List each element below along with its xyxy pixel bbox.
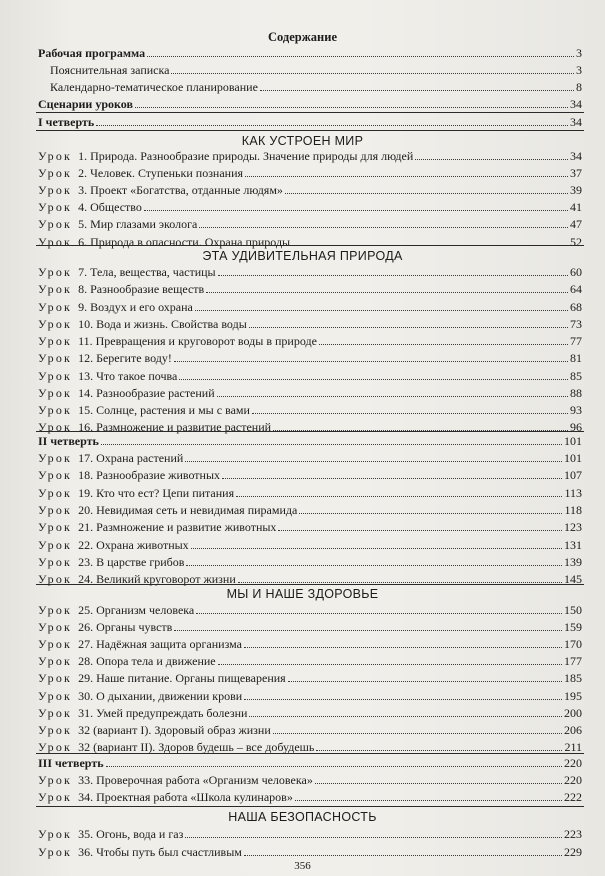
dot-leader xyxy=(319,344,568,345)
entry-page: 222 xyxy=(564,790,582,804)
lesson-entry xyxy=(38,349,582,365)
lesson-entry xyxy=(38,280,582,296)
section-divider xyxy=(36,130,584,131)
entry-page: 96 xyxy=(570,420,582,435)
entry-title: 9. Воздух и его охрана xyxy=(78,299,193,314)
entry-page: 88 xyxy=(570,385,582,400)
lesson-entry xyxy=(38,536,582,552)
dot-leader xyxy=(185,461,562,462)
entry-title: 19. Кто что ест? Цепи питания xyxy=(78,485,235,500)
lesson-entry xyxy=(38,466,582,482)
lesson-prefix: Урок xyxy=(38,554,73,569)
entry-page: 101 xyxy=(564,434,582,448)
lesson-entry xyxy=(38,721,582,737)
dot-leader xyxy=(218,275,568,276)
entry-page: 150 xyxy=(564,603,582,617)
dot-leader xyxy=(236,496,562,497)
entry-page: 223 xyxy=(564,827,582,841)
entry-page: 220 xyxy=(564,773,582,787)
dot-leader xyxy=(96,125,568,126)
lesson-prefix: Урок xyxy=(38,468,73,483)
dot-leader xyxy=(135,107,568,108)
section-divider xyxy=(36,806,584,807)
entry-page: 3 xyxy=(576,63,582,77)
lesson-prefix: Урок xyxy=(38,334,73,348)
lesson-entry xyxy=(38,704,582,720)
lesson-entry xyxy=(38,601,582,617)
page-title: Содержание xyxy=(267,30,337,44)
lesson-prefix: Урок xyxy=(38,183,73,198)
lesson-prefix: Урок xyxy=(38,520,73,535)
lesson-entry xyxy=(38,738,582,754)
entry-page: 39 xyxy=(570,183,582,198)
entry-title: 3. Проект «Богатства, отданные людям» xyxy=(78,183,283,198)
entry-title: Пояснительная записка xyxy=(50,63,170,77)
entry-page: 85 xyxy=(570,368,582,383)
dot-leader xyxy=(191,548,562,549)
lesson-entry xyxy=(38,233,582,249)
lesson-prefix: Урок xyxy=(38,688,73,703)
entry-page: 3 xyxy=(576,46,582,60)
contents-entry xyxy=(38,95,582,111)
dot-leader xyxy=(174,361,568,362)
lesson-prefix: Урок xyxy=(38,200,73,215)
lesson-prefix: Урок xyxy=(38,299,73,314)
dot-leader xyxy=(217,396,568,397)
dot-leader xyxy=(195,310,568,311)
entry-title: 8. Разнообразие веществ xyxy=(78,282,205,297)
entry-title: 36. Чтобы путь был счастливым xyxy=(78,845,242,859)
entry-title: 23. В царстве грибов xyxy=(78,554,185,569)
entry-title: 32 (вариант I). Здоровый образ жизни xyxy=(78,722,271,737)
dot-leader xyxy=(295,800,562,801)
lesson-prefix: Урок xyxy=(38,671,73,686)
entry-page: 77 xyxy=(570,334,582,348)
dot-leader xyxy=(238,582,562,583)
dot-leader xyxy=(260,90,574,91)
entry-page: 113 xyxy=(564,485,582,500)
entry-title: 13. Что такое почва xyxy=(78,368,178,383)
entry-page: 52 xyxy=(570,234,582,249)
dot-leader xyxy=(244,699,562,700)
dot-leader xyxy=(106,766,562,767)
dot-leader xyxy=(252,413,568,414)
section-divider xyxy=(36,584,584,585)
lesson-entry xyxy=(38,618,582,634)
dot-leader xyxy=(101,444,562,445)
entry-title: 28. Опора тела и движение xyxy=(78,654,216,669)
entry-title: 20. Невидимая сеть и невидимая пирамида xyxy=(78,502,298,517)
lesson-entry xyxy=(38,147,582,163)
entry-page: 107 xyxy=(564,468,582,483)
lesson-entry xyxy=(38,181,582,197)
entry-page: 200 xyxy=(564,705,582,720)
entry-page: 139 xyxy=(564,554,582,569)
dot-leader xyxy=(218,664,562,665)
entry-title: 26. Органы чувств xyxy=(78,620,173,635)
entry-page: 185 xyxy=(564,671,582,686)
entry-title: 24. Великий круговорот жизни xyxy=(78,572,236,587)
lesson-prefix: Урок xyxy=(38,773,73,787)
entry-page: 229 xyxy=(564,845,582,859)
entry-page: 118 xyxy=(564,502,582,517)
dot-leader xyxy=(415,159,568,160)
lesson-prefix: Урок xyxy=(38,265,73,279)
entry-page: 206 xyxy=(564,722,582,737)
entry-title: 16. Размножение и развитие растений xyxy=(78,420,272,435)
entry-page: 8 xyxy=(576,80,582,94)
lesson-entry xyxy=(38,315,582,331)
entry-page: 131 xyxy=(564,537,582,552)
lesson-prefix: Урок xyxy=(38,149,73,163)
dot-leader xyxy=(249,716,562,717)
lesson-entry xyxy=(38,518,582,534)
entry-page: 73 xyxy=(570,316,582,331)
dot-leader xyxy=(315,783,562,784)
quarter-entry xyxy=(38,754,582,770)
entry-title: 11. Превращения и круговорот воды в природе xyxy=(78,334,317,348)
lesson-entry xyxy=(38,263,582,279)
entry-title: III четверть xyxy=(38,756,104,770)
quarter-entry xyxy=(38,113,582,129)
dot-leader xyxy=(171,73,574,74)
entry-page: 101 xyxy=(564,451,582,465)
entry-page: 211 xyxy=(564,739,582,754)
entry-page: 34 xyxy=(570,149,582,163)
entry-title: 35. Огонь, вода и газ xyxy=(78,827,184,841)
section-heading: КАК УСТРОЕН МИР xyxy=(241,134,364,148)
lesson-prefix: Урок xyxy=(38,620,73,635)
dot-leader xyxy=(185,837,562,838)
lesson-prefix: Урок xyxy=(38,502,73,517)
lesson-entry xyxy=(38,367,582,383)
lesson-prefix: Урок xyxy=(38,603,73,617)
entry-page: 47 xyxy=(570,217,582,232)
entry-page: 34 xyxy=(570,115,582,129)
lesson-entry xyxy=(38,215,582,231)
lesson-entry xyxy=(38,788,582,804)
lesson-prefix: Урок xyxy=(38,166,73,181)
lesson-entry xyxy=(38,771,582,787)
lesson-entry xyxy=(38,164,582,180)
entry-page: 68 xyxy=(570,299,582,314)
entry-title: 27. Надёжная защита организма xyxy=(78,637,243,652)
entry-page: 81 xyxy=(570,351,582,366)
lesson-entry xyxy=(38,401,582,417)
lesson-prefix: Урок xyxy=(38,316,73,331)
dot-leader xyxy=(249,327,568,328)
entry-title: 5. Мир глазами эколога xyxy=(78,217,198,232)
entry-title: 1. Природа. Разнообразие природы. Значение природы для людей xyxy=(78,149,414,163)
lesson-prefix: Урок xyxy=(38,845,73,859)
entry-page: 93 xyxy=(570,403,582,417)
lesson-prefix: Урок xyxy=(38,654,73,669)
contents-entry xyxy=(50,78,582,94)
entry-title: 22. Охрана животных xyxy=(78,537,189,552)
dot-leader xyxy=(245,176,568,177)
entry-page: 41 xyxy=(570,200,582,215)
dot-leader xyxy=(316,750,562,751)
entry-title: 12. Берегите воду! xyxy=(78,351,172,366)
lesson-prefix: Урок xyxy=(38,217,73,232)
entry-page: 123 xyxy=(564,520,582,535)
entry-title: 2. Человек. Ступеньки познания xyxy=(78,166,244,181)
entry-title: 33. Проверочная работа «Организм человека» xyxy=(78,773,313,787)
entry-title: I четверть xyxy=(38,115,95,129)
lesson-entry xyxy=(38,501,582,517)
entry-title: 34. Проектная работа «Школа кулинаров» xyxy=(78,790,293,804)
section-heading: МЫ И НАШЕ ЗДОРОВЬЕ xyxy=(226,587,379,601)
contents-entry xyxy=(50,61,582,77)
dot-leader xyxy=(244,647,562,648)
entry-title: 29. Наше питание. Органы пищеварения xyxy=(78,671,286,686)
dot-leader xyxy=(174,630,562,631)
lesson-entry xyxy=(38,652,582,668)
dot-leader xyxy=(278,530,562,531)
entry-title: 4. Общество xyxy=(78,200,142,215)
entry-page: 145 xyxy=(564,572,582,587)
entry-title: Рабочая программа xyxy=(38,46,146,60)
lesson-entry xyxy=(38,332,582,348)
dot-leader xyxy=(144,210,568,211)
lesson-prefix: Урок xyxy=(38,705,73,720)
lesson-prefix: Урок xyxy=(38,234,73,249)
contents-entry xyxy=(38,44,582,60)
lesson-prefix: Урок xyxy=(38,385,73,400)
dot-leader xyxy=(206,292,568,293)
lesson-entry xyxy=(38,198,582,214)
lesson-entry xyxy=(38,825,582,841)
entry-title: 21. Размножение и развитие животных xyxy=(78,520,277,535)
entry-title: 25. Организм человека xyxy=(78,603,195,617)
entry-title: II четверть xyxy=(38,434,99,448)
lesson-prefix: Урок xyxy=(38,351,73,366)
dot-leader xyxy=(179,379,568,380)
lesson-prefix: Урок xyxy=(38,282,73,297)
dot-leader xyxy=(244,855,562,856)
entry-title: 15. Солнце, растения и мы с вами xyxy=(78,403,250,417)
entry-page: 170 xyxy=(564,637,582,652)
entry-page: 64 xyxy=(570,282,582,297)
entry-title: 31. Умей предупреждать болезни xyxy=(78,705,248,720)
entry-title: 10. Вода и жизнь. Свойства воды xyxy=(78,316,247,331)
entry-title: Календарно-тематическое планирование xyxy=(50,80,258,94)
lesson-prefix: Урок xyxy=(38,403,73,417)
dot-leader xyxy=(288,681,562,682)
lesson-entry xyxy=(38,484,582,500)
lesson-prefix: Урок xyxy=(38,572,73,587)
entry-page: 195 xyxy=(564,688,582,703)
entry-title: 6. Природа в опасности. Охрана природы xyxy=(78,234,291,249)
quarter-entry xyxy=(38,432,582,448)
entry-page: 34 xyxy=(570,97,582,111)
lesson-entry xyxy=(38,384,582,400)
lesson-entry xyxy=(38,843,582,859)
entry-page: 60 xyxy=(570,265,582,279)
dot-leader xyxy=(273,733,562,734)
lesson-prefix: Урок xyxy=(38,722,73,737)
entry-title: 32 (вариант II). Здоров будешь – все добудешь xyxy=(78,739,315,754)
lesson-prefix: Урок xyxy=(38,485,73,500)
entry-page: 177 xyxy=(564,654,582,669)
dot-leader xyxy=(285,193,568,194)
page-number: 356 xyxy=(294,860,311,872)
lesson-prefix: Урок xyxy=(38,537,73,552)
lesson-entry xyxy=(38,298,582,314)
lesson-prefix: Урок xyxy=(38,637,73,652)
section-divider xyxy=(36,245,584,246)
entry-title: 7. Тела, вещества, частицы xyxy=(78,265,216,279)
lesson-prefix: Урок xyxy=(38,739,73,754)
section-heading: НАША БЕЗОПАСНОСТЬ xyxy=(228,810,377,824)
section-heading: ЭТА УДИВИТЕЛЬНАЯ ПРИРОДА xyxy=(202,249,403,263)
dot-leader xyxy=(186,565,562,566)
entry-title: Сценарии уроков xyxy=(38,97,133,111)
entry-page: 159 xyxy=(564,620,582,635)
entry-title: 18. Разнообразие животных xyxy=(78,468,221,483)
lesson-prefix: Урок xyxy=(38,790,73,804)
entry-page: 220 xyxy=(564,756,582,770)
lesson-prefix: Урок xyxy=(38,368,73,383)
lesson-entry xyxy=(38,635,582,651)
lesson-entry xyxy=(38,449,582,465)
dot-leader xyxy=(196,613,562,614)
dot-leader xyxy=(147,56,574,57)
dot-leader xyxy=(299,513,562,514)
dot-leader xyxy=(199,227,568,228)
lesson-prefix: Урок xyxy=(38,451,73,465)
dot-leader xyxy=(222,478,562,479)
lesson-entry xyxy=(38,553,582,569)
entry-title: 17. Охрана растений xyxy=(78,451,184,465)
lesson-entry xyxy=(38,687,582,703)
entry-title: 30. О дыхании, движении крови xyxy=(78,688,243,703)
lesson-prefix: Урок xyxy=(38,827,73,841)
entry-page: 37 xyxy=(570,166,582,181)
lesson-prefix: Урок xyxy=(38,420,73,435)
lesson-entry xyxy=(38,669,582,685)
entry-title: 14. Разнообразие растений xyxy=(78,385,215,400)
